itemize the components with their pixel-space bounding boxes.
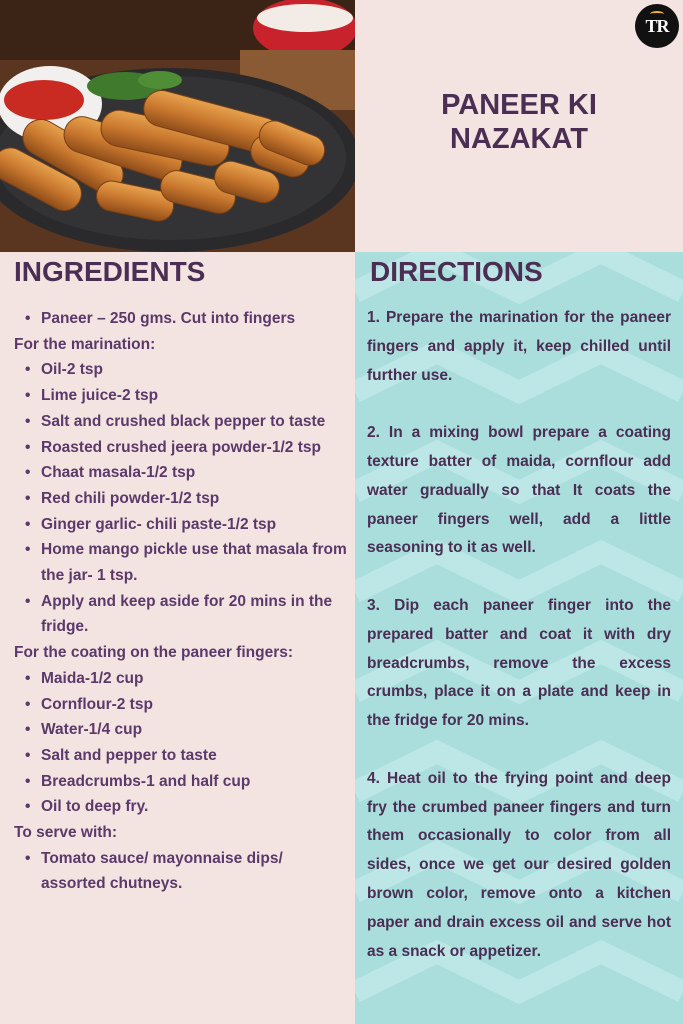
direction-step: 4. Heat oil to the frying point and deep fry the crumbed paneer fingers and turn them occasionally to color from all sides, once we get our desired golden brown color, remove onto a kitchen paper and drain excess oil and serve hot as a snack or appetizer. — [367, 769, 671, 960]
ingredient-item: • Home mango pickle use that masala from the jar- 1 tsp. — [14, 537, 350, 588]
ingredient-item: • Ginger garlic- chili paste-1/2 tsp — [14, 512, 350, 538]
photo-illustration — [0, 0, 355, 252]
ingredient-item: • Cornflour-2 tsp — [14, 692, 350, 718]
title-line-1: PANEER KI — [441, 89, 597, 121]
ingredients-list — [14, 306, 350, 897]
ingredient-item: • Chaat masala-1/2 tsp — [14, 460, 350, 486]
ingredients-heading: INGREDIENTS — [14, 256, 206, 287]
directions-section — [355, 252, 683, 1024]
ingredient-item: • Oil to deep fry. — [14, 794, 350, 820]
brand-logo[interactable] — [635, 4, 679, 48]
ingredient-item: • Maida-1/2 cup — [14, 666, 350, 692]
direction-step: 1. Prepare the marination for the paneer fingers and apply it, keep chilled until further use. — [367, 309, 671, 384]
page-title — [355, 88, 683, 156]
ingredient-item: • Oil-2 tsp — [14, 357, 350, 383]
ingredient-item: • Apply and keep aside for 20 mins in the fridge. — [14, 589, 350, 640]
directions-list — [367, 304, 671, 995]
direction-step: 2. In a mixing bowl prepare a coating texture batter of maida, cornflour add water gradually so that It coats the paneer fingers well, add a little seasoning to it as well. — [367, 424, 671, 557]
ingredient-item: • Salt and pepper to taste — [14, 743, 350, 769]
ingredient-item: • Tomato sauce/ mayonnaise dips/ assorted chutneys. — [14, 846, 350, 897]
ingredients-section — [0, 252, 355, 1024]
ingredient-item: • Paneer – 250 gms. Cut into fingers — [14, 306, 350, 332]
title-line-2: NAZAKAT — [450, 123, 588, 155]
direction-step: 3. Dip each paneer finger into the prepared batter and coat it with dry breadcrumbs, remove the excess crumbs, place it on a plate and keep in the fridge for 20 mins. — [367, 596, 671, 730]
ingredient-item: • Red chili powder-1/2 tsp — [14, 486, 350, 512]
ingredient-item: • Roasted crushed jeera powder-1/2 tsp — [14, 435, 350, 461]
ingredient-item: • Breadcrumbs-1 and half cup — [14, 769, 350, 795]
ingredient-subheading: For the marination: — [14, 335, 156, 353]
ingredient-item: • Lime juice-2 tsp — [14, 383, 350, 409]
logo-text: TR — [645, 15, 669, 36]
directions-heading: DIRECTIONS — [370, 256, 543, 287]
title-panel — [355, 0, 683, 252]
ingredient-subheading: For the coating on the paneer fingers: — [14, 644, 294, 662]
ingredient-item: • Salt and crushed black pepper to taste — [14, 409, 350, 435]
ingredient-item: • Water-1/4 cup — [14, 717, 350, 743]
paneer-fingers-photo — [0, 0, 355, 252]
ingredient-subheading: To serve with: — [14, 824, 118, 842]
